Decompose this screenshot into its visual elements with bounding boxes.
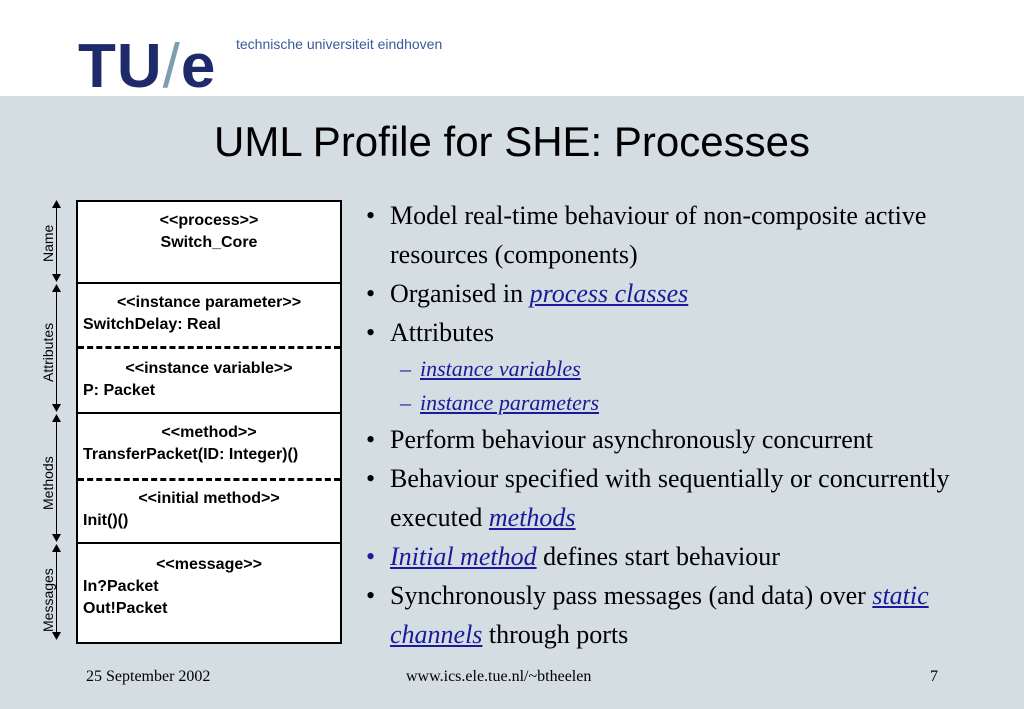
bullet-dot: • — [366, 581, 376, 610]
bullet-dot: • — [366, 318, 376, 347]
instance-variables-link[interactable]: instance variables — [420, 356, 581, 381]
tue-logo — [78, 34, 216, 100]
bullet-dot: • — [366, 542, 376, 571]
header — [0, 0, 1024, 101]
init-value: Init()() — [83, 512, 129, 529]
bullet-item — [366, 459, 1006, 537]
method-stereotype: <<method>> — [161, 424, 257, 441]
logo-slash: / — [162, 32, 181, 101]
bullet-item — [366, 576, 1006, 654]
bullet-item — [366, 537, 1006, 576]
sub-bullet-dash: – — [400, 390, 411, 415]
university-name: technische universiteit eindhoven — [236, 36, 443, 52]
side-label-name: Name — [40, 224, 56, 262]
side-label-attributes: Attributes — [40, 322, 56, 382]
message-out: Out!Packet — [83, 600, 168, 617]
bullet-text: Model real-time behaviour of non-composite active resources (components) — [390, 201, 927, 269]
sub-bullet-dash: – — [400, 356, 411, 381]
name-value: Switch_Core — [160, 234, 258, 251]
side-label-messages: Messages — [40, 568, 56, 632]
logo-tu: TU — [78, 32, 163, 101]
process-classes-link[interactable]: process classes — [529, 279, 689, 308]
slide-title: UML Profile for SHE: Processes — [214, 118, 810, 165]
method-value: TransferPacket(ID: Integer)() — [83, 446, 299, 463]
methods-separator — [78, 542, 340, 544]
bullet-item — [366, 196, 1006, 274]
bullet-dot: • — [366, 425, 376, 454]
param-stereotype: <<instance parameter>> — [116, 294, 302, 311]
instance-parameters-link[interactable]: instance parameters — [420, 390, 600, 415]
message-stereotype: <<message>> — [156, 556, 262, 573]
sub-bullet-item — [366, 352, 1006, 386]
sub-bullet-item — [366, 386, 1006, 420]
bullet-dot: • — [366, 201, 376, 230]
name-separator — [78, 282, 340, 284]
bullet-text: Perform behaviour asynchronously concurrent — [390, 425, 874, 454]
var-value: P: Packet — [83, 382, 156, 399]
static-channels-link[interactable]: static channels — [390, 581, 929, 649]
attributes-dashed-separator — [78, 346, 340, 349]
methods-dashed-separator — [78, 478, 340, 481]
bullet-item — [366, 313, 1006, 352]
bullet-text: defines start behaviour — [536, 542, 780, 571]
logo-e: e — [180, 32, 217, 101]
var-stereotype: <<instance variable>> — [125, 360, 293, 377]
initial-method-link[interactable]: Initial method — [390, 542, 537, 571]
bullet-item — [366, 274, 1006, 313]
bullet-list — [366, 196, 1006, 654]
footer-date: 25 September 2002 — [86, 668, 211, 685]
uml-process-diagram — [34, 196, 346, 648]
attributes-separator — [78, 412, 340, 414]
name-stereotype: <<process>> — [159, 212, 259, 229]
init-stereotype: <<initial method>> — [138, 490, 280, 507]
bullet-text: through ports — [482, 620, 629, 649]
message-in: In?Packet — [83, 578, 159, 595]
methods-link[interactable]: methods — [488, 503, 576, 532]
bullet-dot: • — [366, 279, 376, 308]
bullet-item — [366, 420, 1006, 459]
bullet-text: Attributes — [390, 318, 494, 347]
bullet-dot: • — [366, 464, 376, 493]
footer-url[interactable]: www.ics.ele.tue.nl/~btheelen — [406, 668, 592, 685]
param-value: SwitchDelay: Real — [83, 316, 221, 333]
footer-page-number: 7 — [930, 668, 938, 685]
bullet-text: Behaviour specified with sequentially or concurrently executed — [390, 464, 950, 532]
process-class-box — [76, 200, 342, 644]
bullet-text: Organised in — [390, 279, 530, 308]
bullet-text: Synchronously pass messages (and data) over — [390, 581, 873, 610]
side-label-methods: Methods — [40, 456, 56, 510]
